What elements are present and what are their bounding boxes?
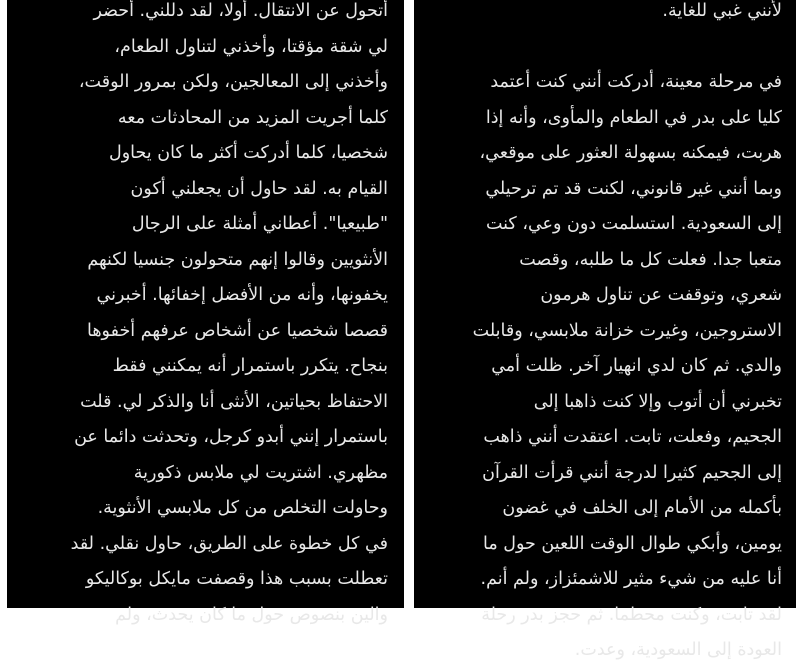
text-line: كليا على بدر في الطعام والمأوى، وأنه إذا bbox=[485, 107, 782, 128]
text-line: تعطلت بسبب هذا وقصفت مايكل بوكاليكو bbox=[85, 569, 388, 589]
text-line: أتحول عن الانتقال. أولا، لقد دللني. أحضر bbox=[93, 1, 388, 21]
text-line: تخبرني أن أتوب وإلا كنت ذاهبا إلى bbox=[533, 391, 782, 412]
text-line: القيام به. لقد حاول أن يجعلني أكون bbox=[130, 178, 388, 199]
text-line: الاحتفاظ بحياتين، الأنثى أنا والذكر لي. قلت bbox=[80, 391, 388, 412]
right-text-lines bbox=[432, 0, 782, 669]
text-line: بأكمله من الأمام إلى الخلف في غضون bbox=[502, 498, 782, 518]
text-line: شعري، وتوقفت عن تناول هرمون bbox=[540, 285, 782, 305]
text-line: الاستروجين، وغيرت خزانة ملابسي، وقابلت bbox=[472, 320, 782, 341]
right-text-panel bbox=[414, 0, 796, 660]
text-line: بنجاح. يتكرر باستمرار أنه يمكنني فقط bbox=[112, 356, 388, 376]
left-text-lines bbox=[19, 0, 388, 633]
text-line: الأنثويين وقالوا إنهم متحولون جنسيا لكنهم bbox=[87, 249, 388, 270]
text-line bbox=[432, 30, 782, 66]
left-text-panel bbox=[7, 0, 404, 625]
text-line: لي شقة مؤقتا، وأخذني لتناول الطعام، bbox=[114, 36, 388, 57]
text-line: العودة إلى السعودية، وعدت. bbox=[574, 640, 782, 660]
text-line: باستمرار إنني أبدو كرجل، وتحدثت دائما عن bbox=[74, 427, 388, 447]
text-line: متعبا جدا. فعلت كل ما طلبه، وقصت bbox=[519, 249, 782, 270]
text-line: هربت، فيمكنه بسهولة العثور على موقعي، bbox=[479, 143, 782, 163]
text-line: في كل خطوة على الطريق، حاول نقلي. لقد bbox=[70, 533, 388, 554]
text-line: قصصا شخصيا عن أشخاص عرفهم أخفوها bbox=[87, 320, 388, 341]
text-line: وأخذني إلى المعالجين، ولكن بمرور الوقت، bbox=[78, 72, 388, 92]
text-line: لقد تابت، وكنت محطما. ثم حجز بدر رحلة bbox=[481, 604, 782, 625]
text-line: والدي. ثم كان لدي انهيار آخر. ظلت أمي bbox=[491, 356, 782, 376]
text-line: إلى الجحيم كثيرا لدرجة أنني قرأت القرآن bbox=[482, 462, 782, 483]
text-line: الجحيم، وفعلت، تابت. اعتقدت أنني ذاهب bbox=[483, 427, 782, 447]
text-line: والين بنصوص حول ما كان يحدث، ولم bbox=[115, 604, 388, 625]
text-line: إلى السعودية. استسلمت دون وعي، كنت bbox=[485, 214, 782, 234]
text-line: وبما أنني غير قانوني، لكنت قد تم ترحيلي bbox=[485, 178, 782, 199]
text-line: "طبيعيا". أعطاني أمثلة على الرجال bbox=[131, 214, 388, 234]
text-line: في مرحلة معينة، أدركت أنني كنت أعتمد bbox=[490, 72, 782, 92]
text-line: أنا عليه من شيء مثير للاشمئزاز، ولم أنم. bbox=[480, 569, 782, 589]
text-line: كلما أجريت المزيد من المحادثات معه bbox=[117, 107, 388, 128]
text-line: وحاولت التخلص من كل ملابسي الأنثوية. bbox=[97, 498, 388, 518]
text-line: لأنني غبي للغاية. bbox=[662, 1, 782, 21]
text-line: شخصيا، كلما أدركت أكثر ما كان يحاول bbox=[109, 143, 388, 163]
text-line: مظهري. اشتريت لي ملابس ذكورية bbox=[133, 462, 388, 483]
text-line: يخفونها، وأنه من الأفضل إخفائها. أخبرني bbox=[96, 285, 388, 305]
text-line: يومين، وأبكي طوال الوقت اللعين حول ما bbox=[483, 533, 782, 554]
